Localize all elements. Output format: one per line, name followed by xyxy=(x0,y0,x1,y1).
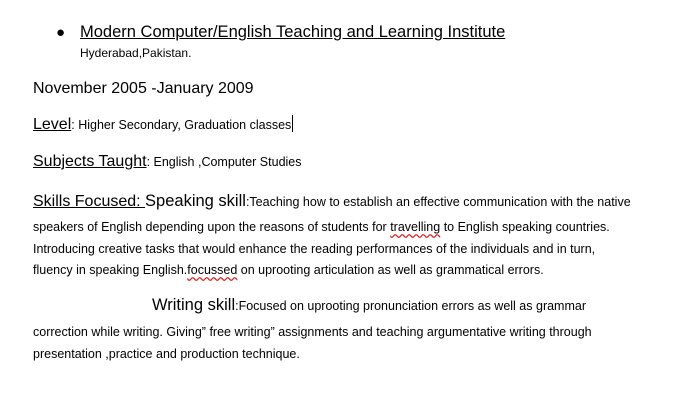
writing-skill-line-3: presentation ,practice and production technique. xyxy=(33,347,300,361)
experience-entry-heading xyxy=(56,22,505,43)
writing-skill-line-2: correction while writing. Giving” free writing” assignments and teaching argumentative writing through xyxy=(33,325,592,339)
skills-row xyxy=(33,192,631,211)
speaking-skill-line-4 xyxy=(33,261,544,279)
subjects-heading: Subjects Taught xyxy=(33,153,147,170)
speaking-skill-line-3: Introducing creative tasks that would enhance the reading performances of the individuals and in turn, xyxy=(33,242,596,256)
subjects-row xyxy=(33,153,302,171)
employment-dates: November 2005 -January 2009 xyxy=(33,80,254,97)
spellcheck-word-travelling: travelling xyxy=(390,220,441,234)
speaking-skill-line-2 xyxy=(33,218,610,236)
speaking-line-2-start: speakers of English depending upon the reasons of students for xyxy=(33,220,391,234)
text-cursor xyxy=(292,115,293,132)
level-row xyxy=(33,115,293,134)
institute-location: Hyderabad,Pakistan. xyxy=(80,46,192,60)
level-value: : Higher Secondary, Graduation classes xyxy=(71,118,292,132)
writing-skill-line-1: :Focused on uprooting pronunciation errors as well as grammar xyxy=(235,299,586,313)
speaking-line-4-end: on uprooting articulation as well as grammatical errors. xyxy=(237,263,544,277)
writing-skill-title: Writing skill xyxy=(152,296,236,314)
spellcheck-word-focussed: focussed xyxy=(187,263,238,277)
bullet-icon: ● xyxy=(56,24,66,41)
speaking-line-4-start: fluency in speaking English. xyxy=(33,263,188,277)
institute-name: Modern Computer/English Teaching and Learning Institute xyxy=(80,23,506,41)
speaking-skill-title: Speaking skill xyxy=(145,192,246,210)
speaking-line-2-end: to English speaking countries. xyxy=(440,220,610,234)
writing-skill-row xyxy=(152,296,586,315)
level-heading: Level xyxy=(33,116,72,133)
skills-heading: Skills Focused: xyxy=(33,193,146,210)
subjects-value: : English ,Computer Studies xyxy=(146,155,302,169)
speaking-skill-line-1: :Teaching how to establish an effective communication with the native xyxy=(245,195,631,209)
